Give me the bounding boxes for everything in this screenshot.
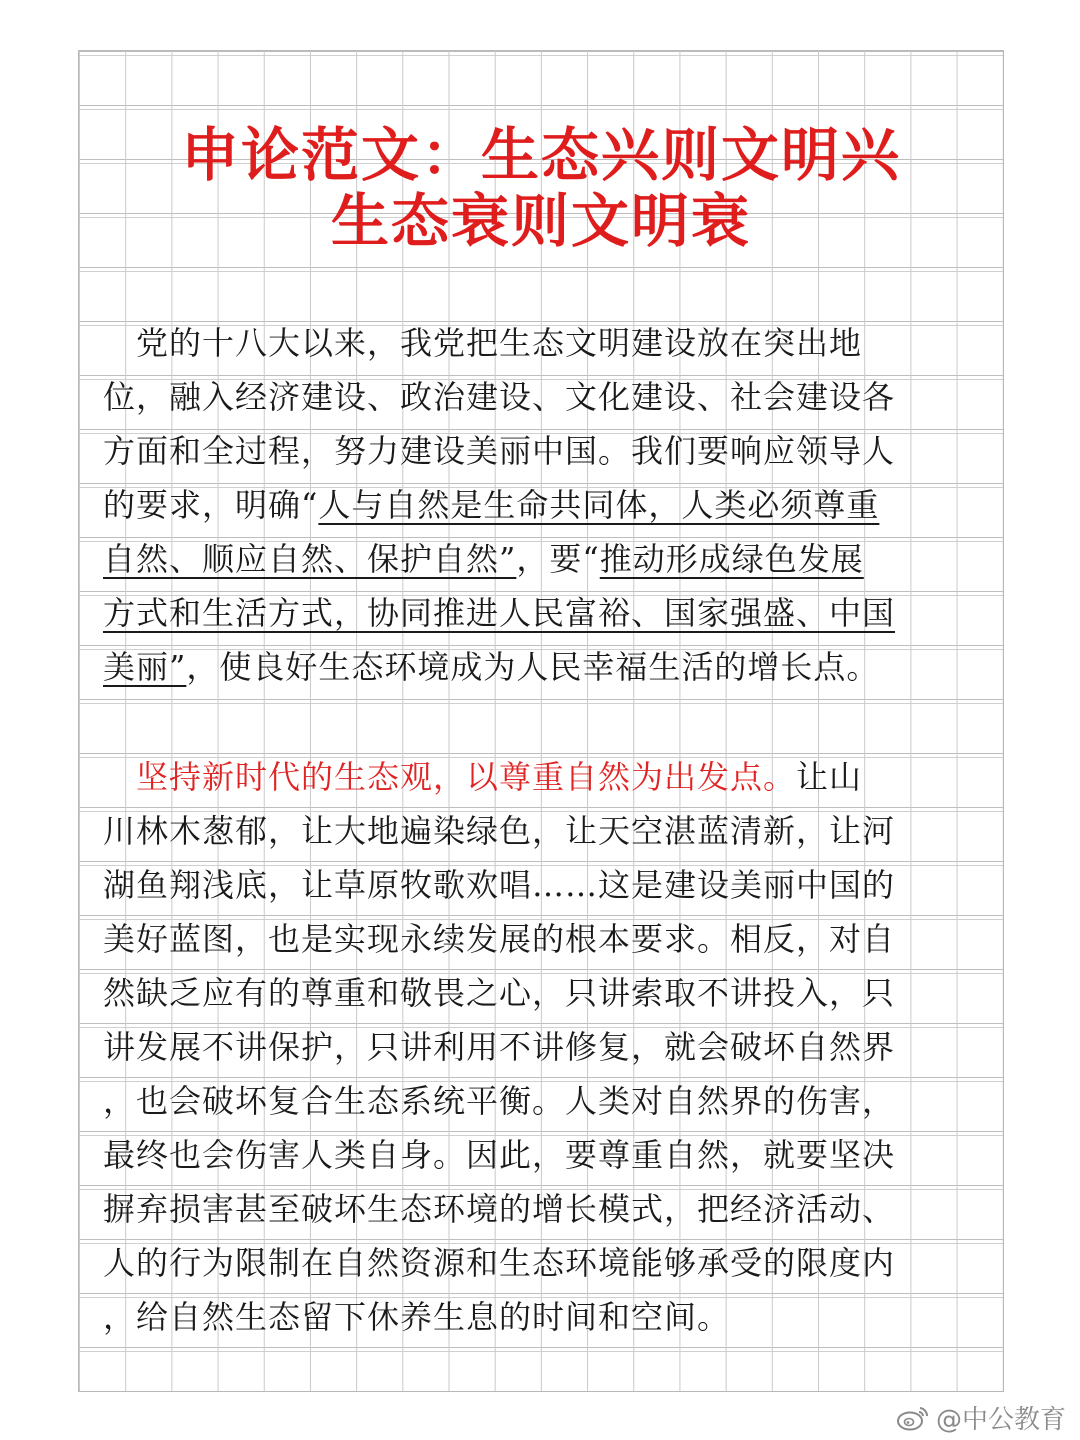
paragraph2-line2: 川林木葱郁，让大地遍染绿色，让天空湛蓝清新，让河 [103, 812, 896, 850]
paragraph2-line6: 讲发展不讲保护，只讲利用不讲修复，就会破坏自然界 [103, 1028, 896, 1066]
watermark [896, 1399, 1066, 1436]
thesis-sentence: 坚持新时代的生态观，以尊重自然为出发点。 [103, 758, 797, 796]
paragraph1-line7 [103, 647, 979, 687]
paragraph1-line4 [103, 485, 979, 525]
underlined-quote-1a: 人与自然是生命共同体，人类必须尊重 [318, 486, 880, 524]
underlined-quote-2a: 推动形成绿色发展 [599, 540, 864, 578]
title-line-1: 申论范文：生态兴则文明兴 [180, 121, 901, 189]
paragraph2-line9: 摒弃损害甚至破坏生态环境的增长模式，把经济活动、 [103, 1190, 896, 1228]
weibo-icon [896, 1404, 930, 1432]
paragraph1-line5 [103, 539, 979, 579]
underlined-quote-2b: 方式和生活方式，协同推进人民富裕、国家强盛、中国 [103, 594, 896, 632]
underlined-quote-2c: 美丽” [103, 648, 187, 686]
title-line-2: 生态衰则文明衰 [330, 187, 751, 255]
paragraph1-line5-text: ，要“ [516, 540, 600, 578]
paragraph1-line3: 方面和全过程，努力建设美丽中国。我们要响应领导人 [103, 432, 896, 470]
paragraph2-line11: ，给自然生态留下休养生息的时间和空间。 [103, 1298, 731, 1336]
watermark-text: @中公教育 [935, 1405, 1066, 1435]
paragraph1-line2: 位，融入经济建设、政治建设、文化建设、社会建设各 [103, 378, 896, 416]
paragraph2-line1-text: 让山 [796, 758, 863, 796]
paragraph2-line10: 人的行为限制在自然资源和生态环境能够承受的限度内 [103, 1244, 896, 1282]
paragraph2-line4: 美好蓝图，也是实现永续发展的根本要求。相反，对自 [103, 920, 896, 958]
paragraph2-line3: 湖鱼翔浅底，让草原牧歌欢唱……这是建设美丽中国的 [103, 866, 896, 904]
paragraph1-line7-text: ，使良好生态环境成为人民幸福生活的增长点。 [186, 648, 880, 686]
paragraph2-line1 [103, 757, 979, 797]
paragraph2-line5: 然缺乏应有的尊重和敬畏之心，只讲索取不讲投入，只 [103, 974, 896, 1012]
paragraph2-line7: ，也会破坏复合生态系统平衡。人类对自然界的伤害， [103, 1082, 896, 1120]
paragraph2-line8: 最终也会伤害人类自身。因此，要尊重自然，就要坚决 [103, 1136, 896, 1174]
paragraph1-line1: 党的十八大以来，我党把生态文明建设放在突出地 [103, 324, 863, 362]
grid-paper [78, 50, 1004, 1392]
underlined-quote-1b: 自然、顺应自然、保护自然” [103, 540, 517, 578]
paragraph1-line4-text: 的要求，明确“ [103, 486, 319, 524]
